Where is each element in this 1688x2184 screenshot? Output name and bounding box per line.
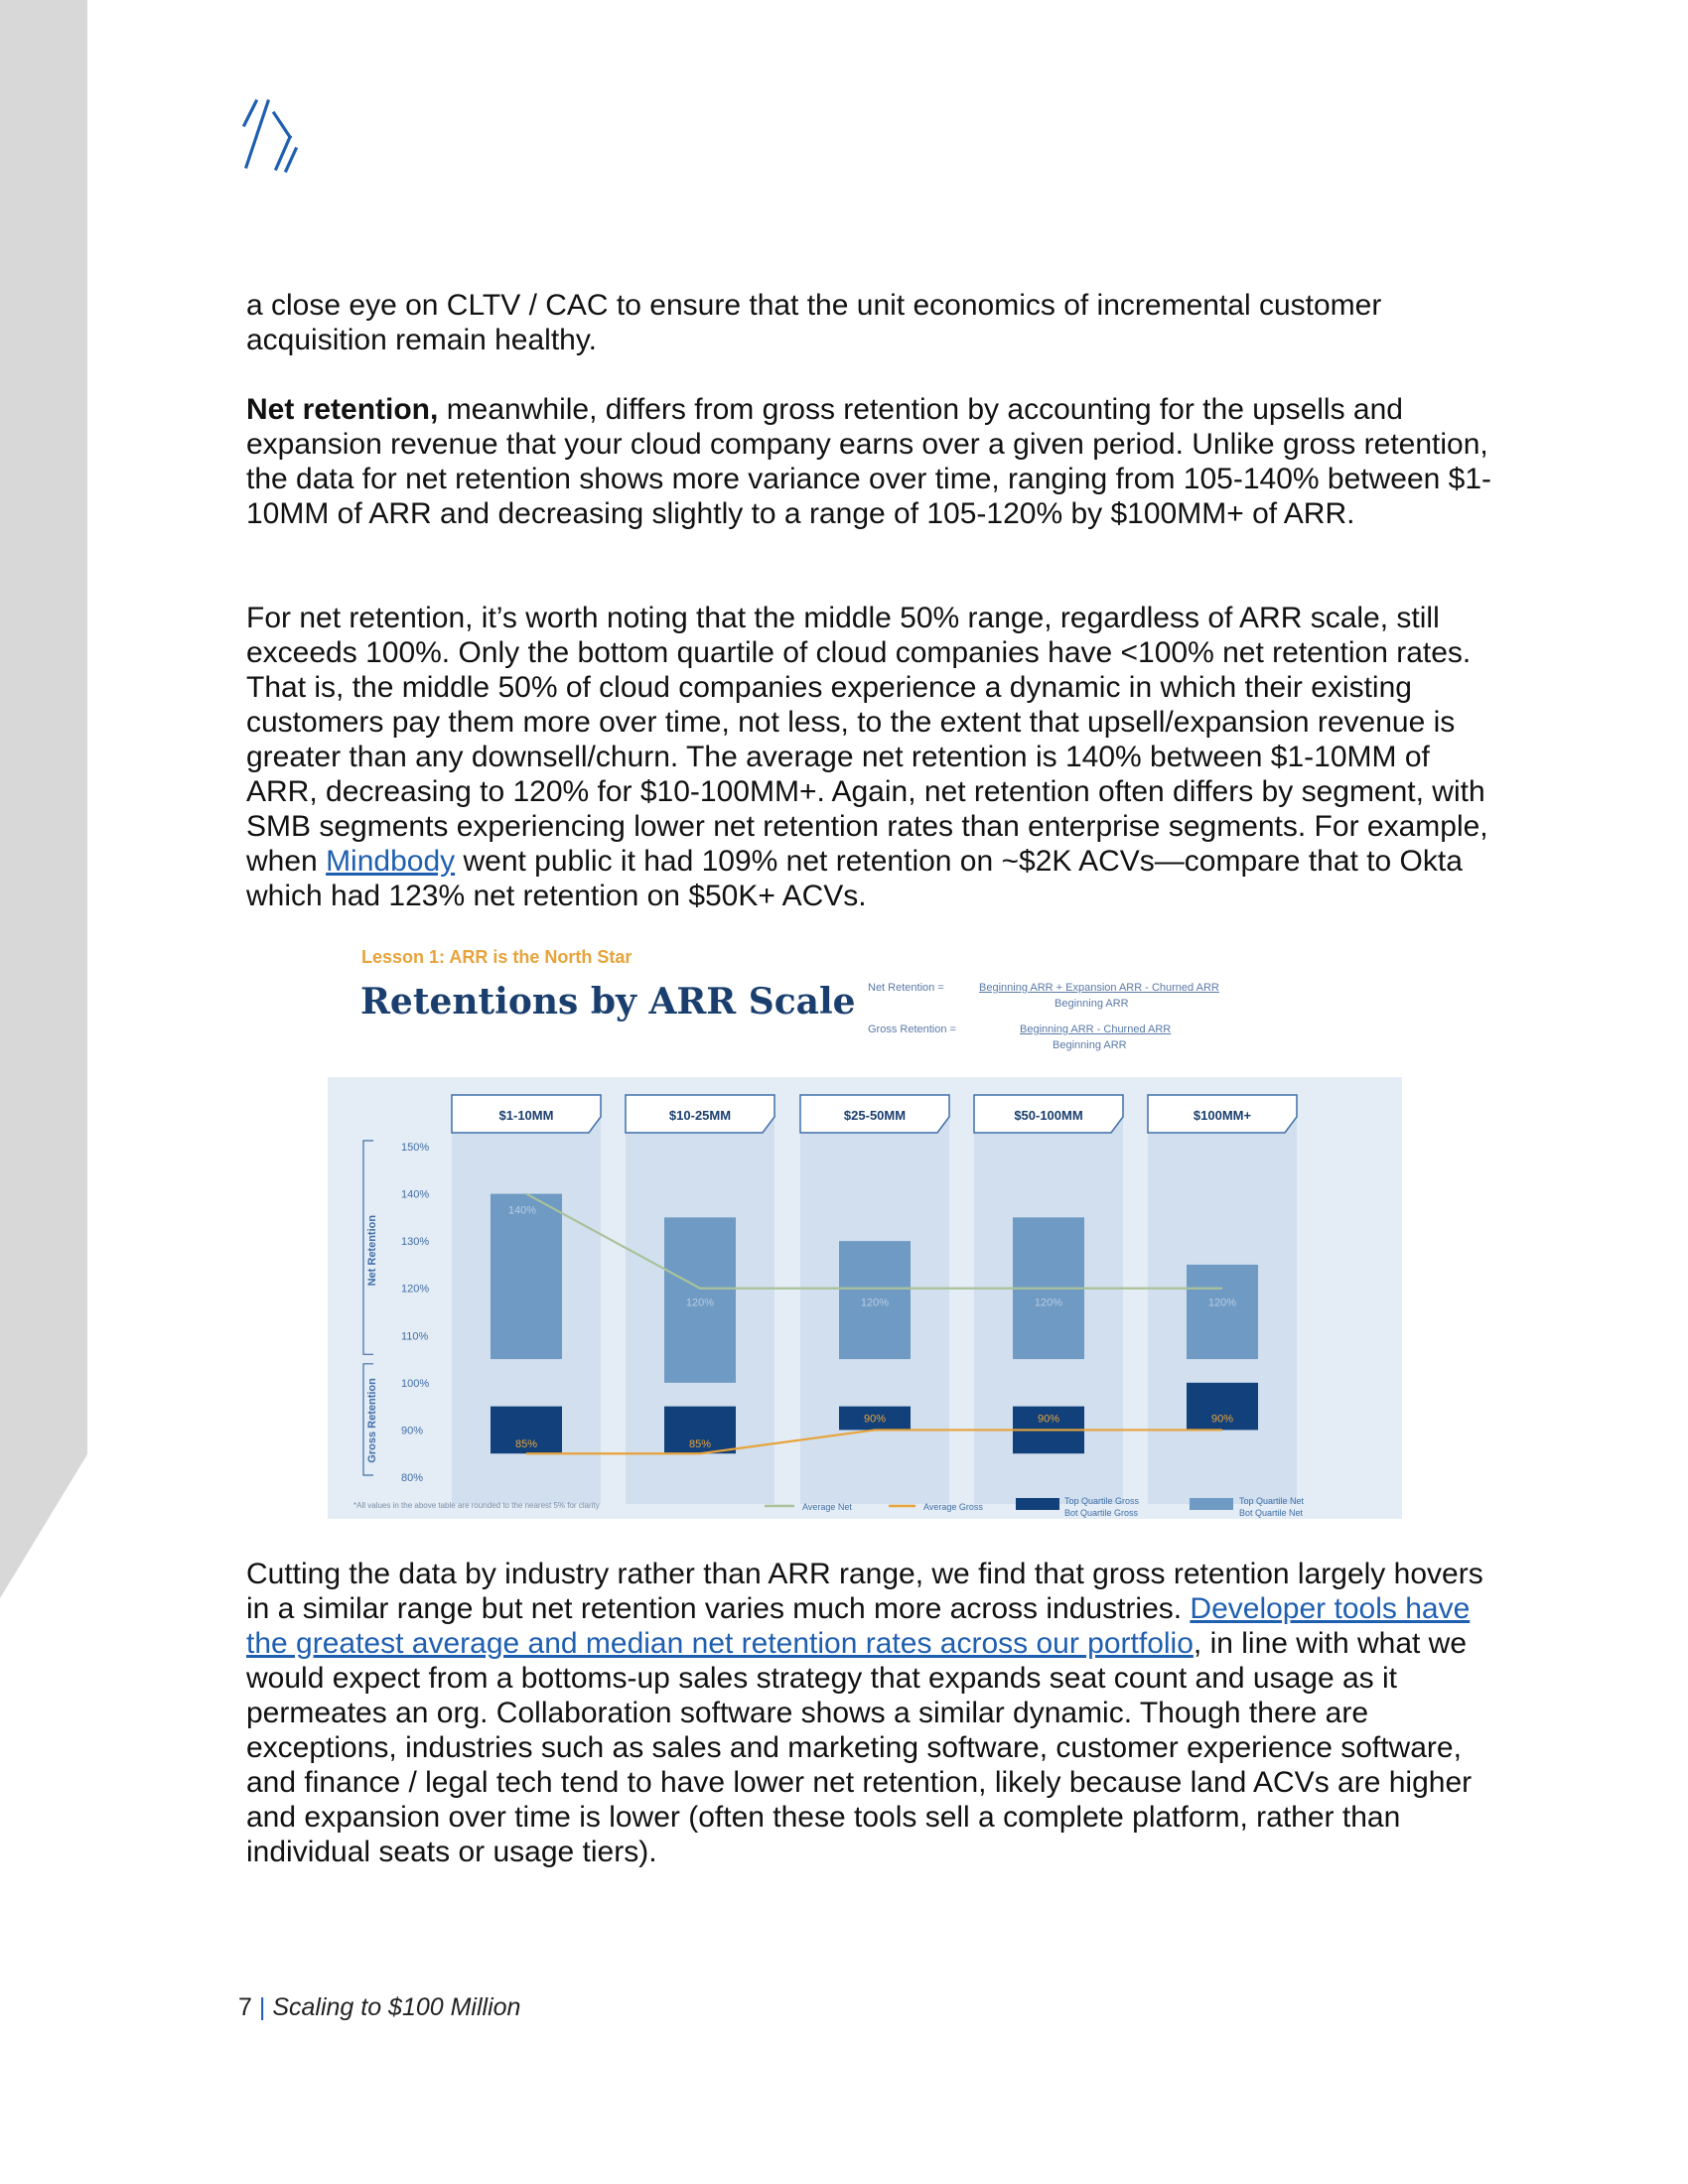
chart-svg <box>328 1077 1402 1519</box>
average-gross-label: 90% <box>1037 1413 1060 1426</box>
net-retention-term: Net retention, <box>246 393 439 426</box>
chart-title: Retentions by ARR Scale <box>360 981 856 1023</box>
legend-bot-net: Bot Quartile Net <box>1239 1508 1304 1518</box>
average-gross-label: 85% <box>514 1438 538 1451</box>
legend-average-gross: Average Gross <box>923 1502 983 1512</box>
average-net-label: 120% <box>1207 1297 1237 1309</box>
average-gross-label: 90% <box>1210 1413 1234 1426</box>
mindbody-link[interactable]: Mindbody <box>326 845 456 878</box>
average-net-label: 140% <box>507 1204 537 1217</box>
net-range-bar <box>1187 1265 1258 1359</box>
page-footer <box>238 1993 520 2022</box>
paragraph-industry <box>246 1557 1493 1869</box>
developer-tools-link[interactable]: Developer tools have the greatest average and median net retention rates across our portfolio <box>246 1592 1471 1660</box>
gross-axis-label: Gross Retention <box>366 1378 378 1463</box>
average-net-label: 120% <box>1034 1297 1063 1309</box>
formula-label: Gross Retention = <box>868 1024 956 1035</box>
net-range-bar <box>491 1194 562 1360</box>
paragraph-text: a close eye on CLTV / CAC to ensure that the unit economics of incremental customer acquisition remain healthy. <box>246 289 1382 356</box>
average-gross-label: 85% <box>688 1438 712 1451</box>
formula-denominator: Beginning ARR <box>1055 998 1129 1010</box>
paragraph-cltv <box>246 288 1493 357</box>
paragraph-text: , in line with what we would expect from a bottoms-up sales strategy that expands seat count and usage as it permeates an org. Collaboration software shows a similar dynamic. Though there are exceptions, industries such as sales and marketing software, customer experience software, and finance / legal tech tend to have lower net retention, likely because land ACVs are higher and expansion over time is lower (often these tools sell a complete platform, rather than individual seats or usage tiers). <box>246 1627 1473 1868</box>
paragraph-net-retention <box>246 392 1493 531</box>
retention-chart <box>323 938 1405 1522</box>
chart-footnote: *All values in the above table are rounded to the nearest 5% for clarity <box>353 1501 600 1510</box>
y-tick-label: 80% <box>401 1472 424 1484</box>
category-label: $50-100MM <box>1014 1108 1083 1123</box>
legend-bot-gross: Bot Quartile Gross <box>1064 1508 1139 1518</box>
y-tick-label: 150% <box>401 1142 430 1154</box>
category-label: $100MM+ <box>1193 1108 1252 1123</box>
paragraph-middle-50 <box>246 601 1493 913</box>
y-tick-label: 100% <box>401 1377 430 1390</box>
category-label: $10-25MM <box>668 1108 732 1123</box>
paragraph-text: meanwhile, differs from gross retention by accounting for the upsells and expansion revenue that your cloud company earns over a given period. Unlike gross retention, the data for net retention shows more variance over time, ranging from 105-140% between $1-10MM of ARR and decreasing slightly to a range of 105-120% by $100MM+ of ARR. <box>246 393 1492 530</box>
formula-numerator: Beginning ARR - Churned ARR <box>1020 1024 1172 1035</box>
paragraph-text: Cutting the data by industry rather than ARR range, we find that gross retention largely hovers in a similar range but net retention varies much more across industries. <box>246 1558 1483 1625</box>
y-tick-label: 120% <box>401 1283 430 1296</box>
paragraph-text: For net retention, it’s worth noting that the middle 50% range, regardless of ARR scale, still exceeds 100%. Only the bottom quartile of cloud companies have <100% net retention rates. That is, the middle 50% of cloud companies experience a dynamic in which their existing customers pay them more over time, not less, to the extent that upsell/expansion revenue is greater than any downsell/churn. The average net retention is 140% between $1-10MM of ARR, decreasing to 120% for $10-100MM+. Again, net retention often differs by segment, with SMB segments experiencing lower net retention rates than enterprise segments. For example, when <box>246 602 1488 878</box>
footer-separator: | <box>258 1993 266 2021</box>
legend-top-gross: Top Quartile Gross <box>1064 1496 1140 1506</box>
page-number: 7 <box>238 1993 252 2021</box>
footer-doc-title: Scaling to $100 Million <box>272 1993 521 2021</box>
average-net-label: 120% <box>860 1297 890 1309</box>
logo-icon <box>242 97 302 177</box>
page-side-band <box>0 0 99 1608</box>
formula-label: Net Retention = <box>868 982 944 994</box>
legend-top-net: Top Quartile Net <box>1239 1496 1305 1506</box>
average-net-label: 120% <box>685 1297 715 1309</box>
category-label: $25-50MM <box>843 1108 907 1123</box>
y-tick-label: 140% <box>401 1188 430 1201</box>
legend-average-net: Average Net <box>802 1502 852 1512</box>
plot-panel <box>328 1077 1402 1519</box>
formula-denominator: Beginning ARR <box>1053 1039 1127 1051</box>
chart-eyebrow: Lesson 1: ARR is the North Star <box>361 947 633 967</box>
category-label: $1-10MM <box>498 1108 554 1123</box>
paragraph-text: went public it had 109% net retention on ~$2K ACVs—compare that to Okta which had 123% net retention on $50K+ ACVs. <box>246 845 1463 912</box>
y-tick-label: 110% <box>401 1330 429 1343</box>
formula-numerator: Beginning ARR + Expansion ARR - Churned ARR <box>979 982 1219 994</box>
legend-gross-swatch <box>1016 1498 1059 1510</box>
y-tick-label: 90% <box>401 1425 424 1437</box>
y-tick-label: 130% <box>401 1236 430 1249</box>
net-axis-label: Net Retention <box>366 1214 378 1287</box>
legend-net-swatch <box>1190 1498 1233 1510</box>
average-gross-label: 90% <box>863 1413 887 1426</box>
